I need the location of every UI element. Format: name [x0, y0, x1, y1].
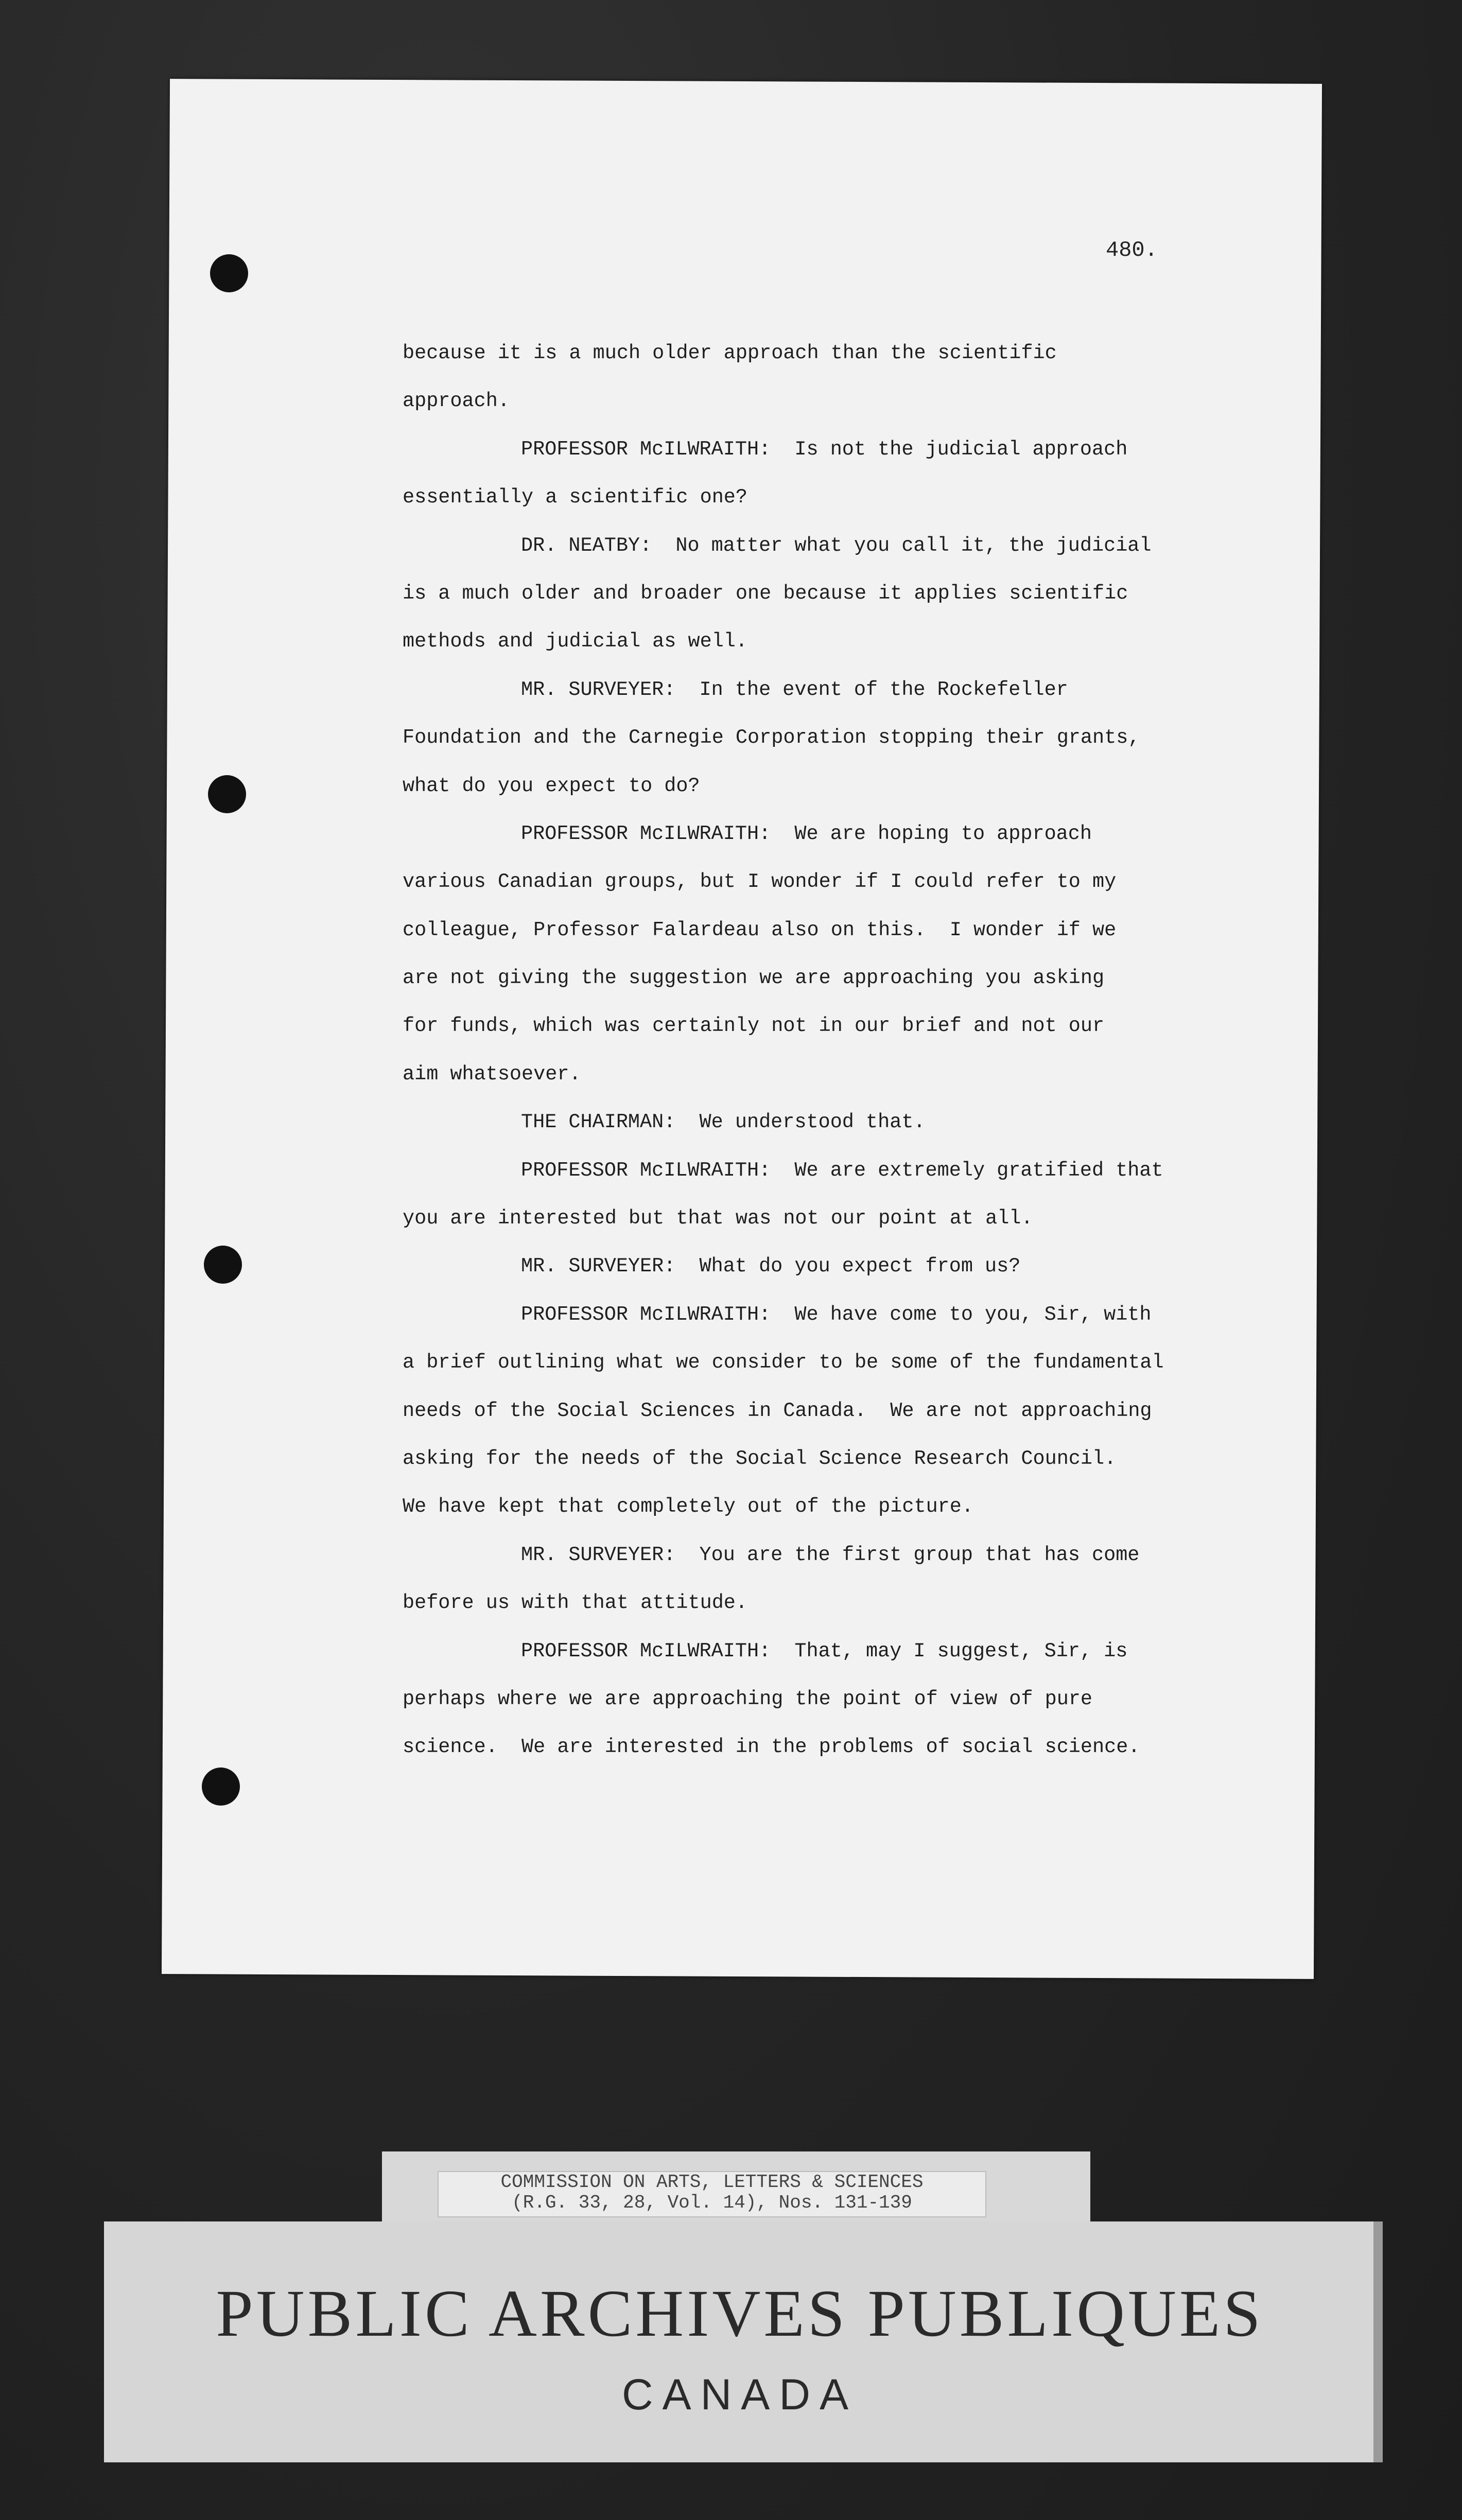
text-line: MR. SURVEYER: What do you expect from us? — [521, 1255, 1021, 1278]
text-line: PROFESSOR McILWRAITH: We have come to you, Sir, with — [521, 1303, 1152, 1326]
text-line: PROFESSOR McILWRAITH: We are extremely gratified that — [521, 1159, 1163, 1182]
text-line: before us with that attitude. — [403, 1591, 748, 1615]
text-line: needs of the Social Sciences in Canada. We are not approaching — [403, 1399, 1152, 1422]
text-line: PROFESSOR McILWRAITH: Is not the judicial approach — [521, 437, 1128, 461]
text-line: are not giving the suggestion we are approaching you asking — [403, 967, 1105, 990]
transcript-body — [403, 329, 1185, 1772]
punch-hole — [210, 254, 248, 292]
text-line: asking for the needs of the Social Science Research Council. — [403, 1447, 1117, 1470]
text-line: THE CHAIRMAN: We understood that. — [521, 1111, 926, 1134]
text-line: because it is a much older approach than the scientific — [403, 342, 1057, 364]
punch-hole — [202, 1767, 240, 1806]
text-line: aim whatsoever. — [403, 1062, 581, 1086]
text-line: We have kept that completely out of the picture. — [403, 1495, 973, 1518]
text-line: PROFESSOR McILWRAITH: That, may I suggest, Sir, is — [521, 1639, 1128, 1662]
punch-hole — [204, 1246, 242, 1284]
text-line: methods and judicial as well. — [403, 630, 748, 653]
text-line: for funds, which was certainly not in our brief and not our — [403, 1014, 1105, 1038]
text-line: DR. NEATBY: No matter what you call it, the judicial — [521, 534, 1152, 557]
text-line: approach. — [403, 390, 510, 413]
text-line: a brief outlining what we consider to be some of the fundamental — [403, 1351, 1164, 1374]
stamp-line-2: (R.G. 33, 28, Vol. 14), Nos. 131-139 — [512, 2192, 912, 2213]
text-line: science. We are interested in the problems of social science. — [403, 1736, 1140, 1759]
text-line: you are interested but that was not our point at all. — [403, 1207, 1033, 1230]
text-line: colleague, Professor Falardeau also on this. I wonder if we — [403, 918, 1117, 941]
archives-title: PUBLIC ARCHIVES PUBLIQUES — [216, 2277, 1264, 2351]
text-line: perhaps where we are approaching the point of view of pure — [403, 1687, 1093, 1710]
text-line: essentially a scientific one? — [403, 486, 748, 509]
text-line: is a much older and broader one because it applies scientific — [403, 582, 1128, 605]
text-line: Foundation and the Carnegie Corporation stopping their grants, — [403, 726, 1140, 749]
text-line: MR. SURVEYER: In the event of the Rockefeller — [521, 678, 1068, 701]
text-line: various Canadian groups, but I wonder if I could refer to my — [403, 870, 1117, 894]
collection-stamp — [438, 2171, 986, 2217]
text-line: MR. SURVEYER: You are the first group that has come — [521, 1543, 1140, 1566]
text-line: PROFESSOR McILWRAITH: We are hoping to approach — [521, 822, 1092, 845]
archives-subtitle: CANADA — [621, 2370, 858, 2419]
text-line: what do you expect to do? — [403, 774, 700, 797]
page-number: 480. — [1106, 238, 1158, 262]
stamp-line-1: COMMISSION ON ARTS, LETTERS & SCIENCES — [500, 2172, 924, 2193]
punch-hole — [208, 775, 246, 813]
